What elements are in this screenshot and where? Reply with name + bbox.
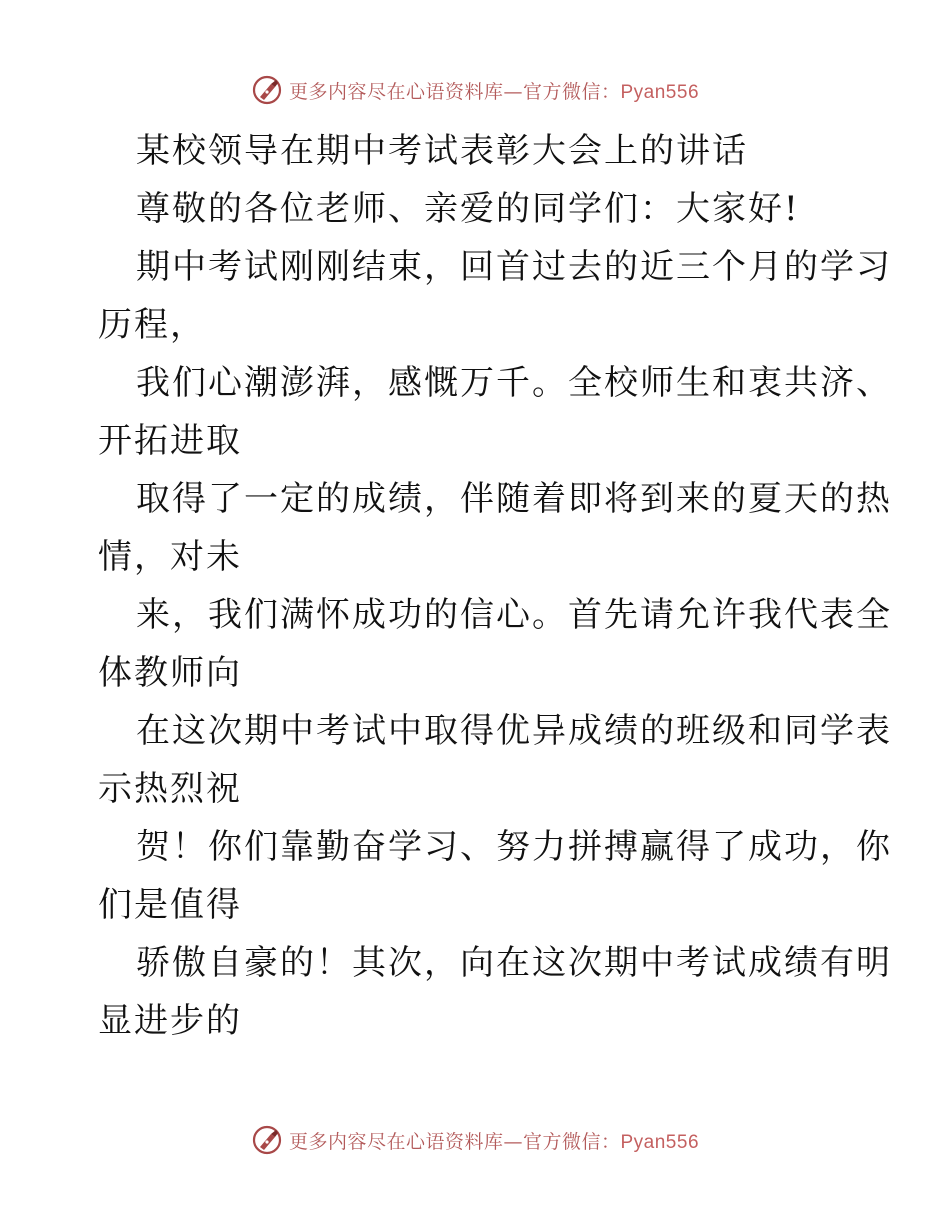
greeting-line: 尊敬的各位老师、亲爱的同学们：大家好! bbox=[136, 189, 800, 229]
footer-wechat-id: Pyan556 bbox=[620, 1131, 700, 1153]
pen-nib-circle-icon bbox=[251, 74, 283, 106]
paragraph-line: 开拓进取 bbox=[98, 421, 242, 461]
paragraph-line: 来，我们满怀成功的信心。首先请允许我代表全 bbox=[136, 595, 892, 635]
document-body bbox=[98, 122, 892, 1050]
header-banner bbox=[0, 70, 950, 110]
paragraph-line: 显进步的 bbox=[98, 1001, 242, 1041]
paragraph-line: 们是值得 bbox=[98, 885, 242, 925]
header-banner-label: 更多内容尽在心语资料库—官方微信： bbox=[288, 80, 621, 103]
paragraph-line: 历程， bbox=[98, 305, 206, 345]
footer-banner-text bbox=[289, 1127, 699, 1154]
paragraph-line: 示热烈祝 bbox=[98, 769, 242, 809]
paragraph-line: 我们心潮澎湃，感慨万千。全校师生和衷共济、 bbox=[136, 363, 892, 403]
paragraph-line: 取得了一定的成绩，伴随着即将到来的夏天的热 bbox=[136, 479, 892, 519]
paragraph-line: 在这次期中考试中取得优异成绩的班级和同学表 bbox=[136, 711, 892, 751]
paragraph-line: 期中考试刚刚结束，回首过去的近三个月的学习 bbox=[136, 247, 892, 287]
pen-nib-circle-icon bbox=[251, 1124, 283, 1156]
paragraph-line: 体教师向 bbox=[98, 653, 242, 693]
document-title: 某校领导在期中考试表彰大会上的讲话 bbox=[136, 131, 748, 171]
paragraph-line: 情，对未 bbox=[98, 537, 242, 577]
paragraph-line: 贺！你们靠勤奋学习、努力拼搏赢得了成功，你 bbox=[136, 827, 892, 867]
footer-banner-label: 更多内容尽在心语资料库—官方微信： bbox=[288, 1130, 621, 1153]
header-banner-text bbox=[289, 77, 699, 104]
paragraph-line: 骄傲自豪的！其次，向在这次期中考试成绩有明 bbox=[136, 943, 892, 983]
footer-banner bbox=[0, 1120, 950, 1160]
header-wechat-id: Pyan556 bbox=[620, 81, 700, 103]
